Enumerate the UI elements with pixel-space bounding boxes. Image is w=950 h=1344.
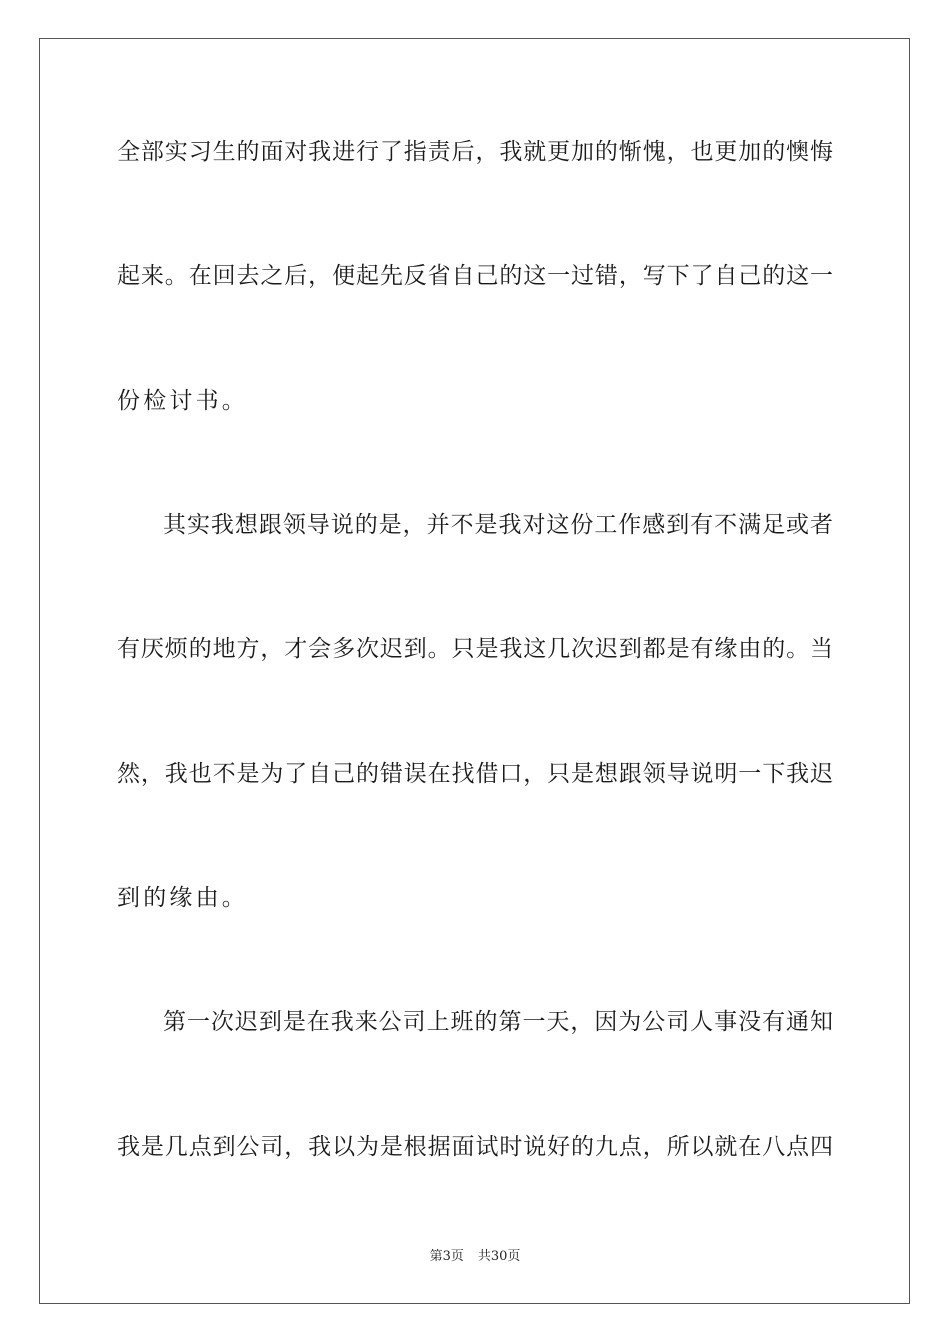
paragraph-line: 起来。在回去之后，便起先反省自己的这一过错，写下了自己的这一 bbox=[117, 263, 833, 289]
page-footer bbox=[0, 1248, 950, 1266]
paragraph-line: 有厌烦的地方，才会多次迟到。只是我这几次迟到都是有缘由的。当 bbox=[117, 636, 833, 662]
paragraph-line: 其实我想跟领导说的是，并不是我对这份工作感到有不满足或者 bbox=[163, 512, 833, 538]
page-border bbox=[39, 38, 910, 1304]
paragraph-line: 然，我也不是为了自己的错误在找借口，只是想跟领导说明一下我迟 bbox=[117, 761, 833, 787]
paragraph-line: 我是几点到公司，我以为是根据面试时说好的九点，所以就在八点四 bbox=[117, 1134, 833, 1160]
paragraph-line: 份检讨书。 bbox=[117, 388, 248, 414]
page-total: 共30页 bbox=[477, 1249, 521, 1264]
paragraph-line: 第一次迟到是在我来公司上班的第一天，因为公司人事没有通知 bbox=[163, 1009, 833, 1035]
paragraph-line: 到的缘由。 bbox=[117, 885, 248, 911]
paragraph-line: 全部实习生的面对我进行了指责后，我就更加的惭愧，也更加的懊悔 bbox=[117, 139, 833, 165]
page-number: 第3页 bbox=[429, 1249, 464, 1264]
